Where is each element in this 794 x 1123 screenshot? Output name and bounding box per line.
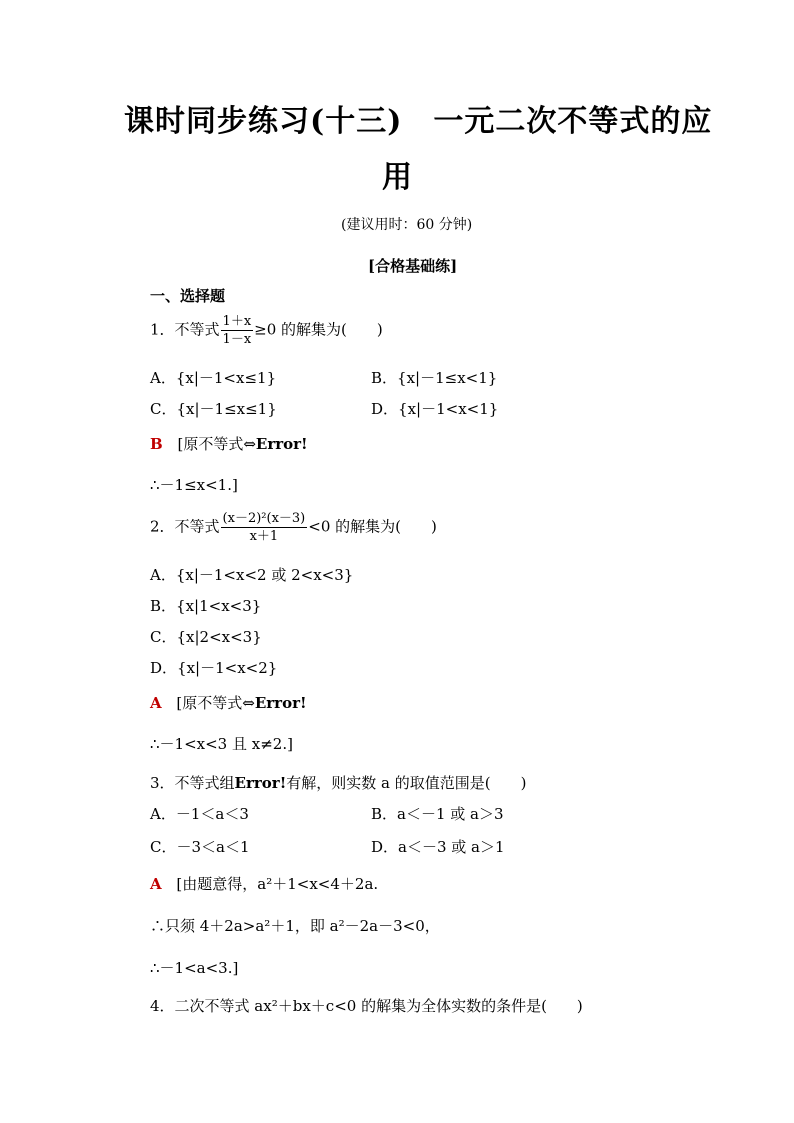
q3-error: Error! <box>234 774 287 792</box>
question-1-stem <box>150 313 383 348</box>
question-1-number: 1．不等式 <box>150 320 220 339</box>
q3-option-b: B．a＜－1 或 a＞3 <box>371 805 504 823</box>
q3-answer <box>150 873 378 894</box>
q3-answer-letter: A <box>150 875 162 893</box>
page-title-line1: 课时同步练习(十三) 一元二次不等式的应 <box>124 104 713 139</box>
question-2-tail: <0 的解集为( ) <box>308 517 437 536</box>
q2-answer-text: [原不等式⇔ <box>176 694 255 712</box>
part-heading: 一、选择题 <box>150 287 226 305</box>
q3-option-a: A．－1＜a＜3 <box>150 805 249 823</box>
q1-error: Error! <box>255 435 308 453</box>
q1-option-a: A．{x|－1<x≤1} <box>150 369 277 387</box>
q2-therefore: ∴－1<x<3 且 x≠2.] <box>150 735 293 753</box>
q1-option-d: D．{x|－1<x<1} <box>371 400 499 418</box>
section-title: [合格基础练] <box>368 257 458 275</box>
question-1-tail: ≥0 的解集为( ) <box>254 320 383 339</box>
page-title-line2: 用 <box>382 160 413 195</box>
q3-option-c: C．－3＜a＜1 <box>150 838 250 856</box>
fraction-denominator: 1－x <box>222 332 252 347</box>
q1-answer <box>150 433 308 454</box>
q3-line3: ∴－1<a<3.] <box>150 959 239 977</box>
fraction-denominator: x＋1 <box>249 529 279 544</box>
time-hint: (建议用时：60 分钟) <box>341 217 473 233</box>
question-2-stem <box>150 510 437 545</box>
q3-answer-text: [由题意得，a²＋1<x<4＋2a. <box>176 875 379 893</box>
q1-therefore: ∴－1≤x<1.] <box>150 476 238 494</box>
q1-option-b: B．{x|－1≤x<1} <box>371 369 498 387</box>
question-2-fraction <box>221 510 308 545</box>
q2-option-d: D．{x|－1<x<2} <box>150 659 278 677</box>
q3-line2: ∴只须 4＋2a>a²＋1，即 a²－2a－3<0， <box>150 917 440 935</box>
q2-option-b: B．{x|1<x<3} <box>150 597 262 615</box>
q1-answer-text: [原不等式⇔ <box>177 435 256 453</box>
q1-answer-letter: B <box>150 435 163 453</box>
q2-error: Error! <box>254 694 307 712</box>
q2-option-a: A．{x|－1<x<2 或 2<x<3} <box>150 566 354 584</box>
question-2-number: 2．不等式 <box>150 517 220 536</box>
q2-answer <box>150 692 307 713</box>
question-1-fraction <box>221 313 254 348</box>
question-4-stem: 4．二次不等式 ax²＋bx＋c<0 的解集为全体实数的条件是( ) <box>150 997 583 1015</box>
q1-option-c: C．{x|－1≤x≤1} <box>150 400 277 418</box>
question-3-stem-a: 3．不等式组 <box>150 774 235 792</box>
question-3-stem <box>150 772 526 793</box>
q2-option-c: C．{x|2<x<3} <box>150 628 262 646</box>
question-3-stem-b: 有解，则实数 a 的取值范围是( ) <box>286 774 527 792</box>
q3-option-d: D．a＜－3 或 a＞1 <box>371 838 505 856</box>
fraction-numerator: 1＋x <box>222 314 252 329</box>
q2-answer-letter: A <box>150 694 162 712</box>
fraction-numerator: (x－2)²(x－3) <box>222 511 306 526</box>
